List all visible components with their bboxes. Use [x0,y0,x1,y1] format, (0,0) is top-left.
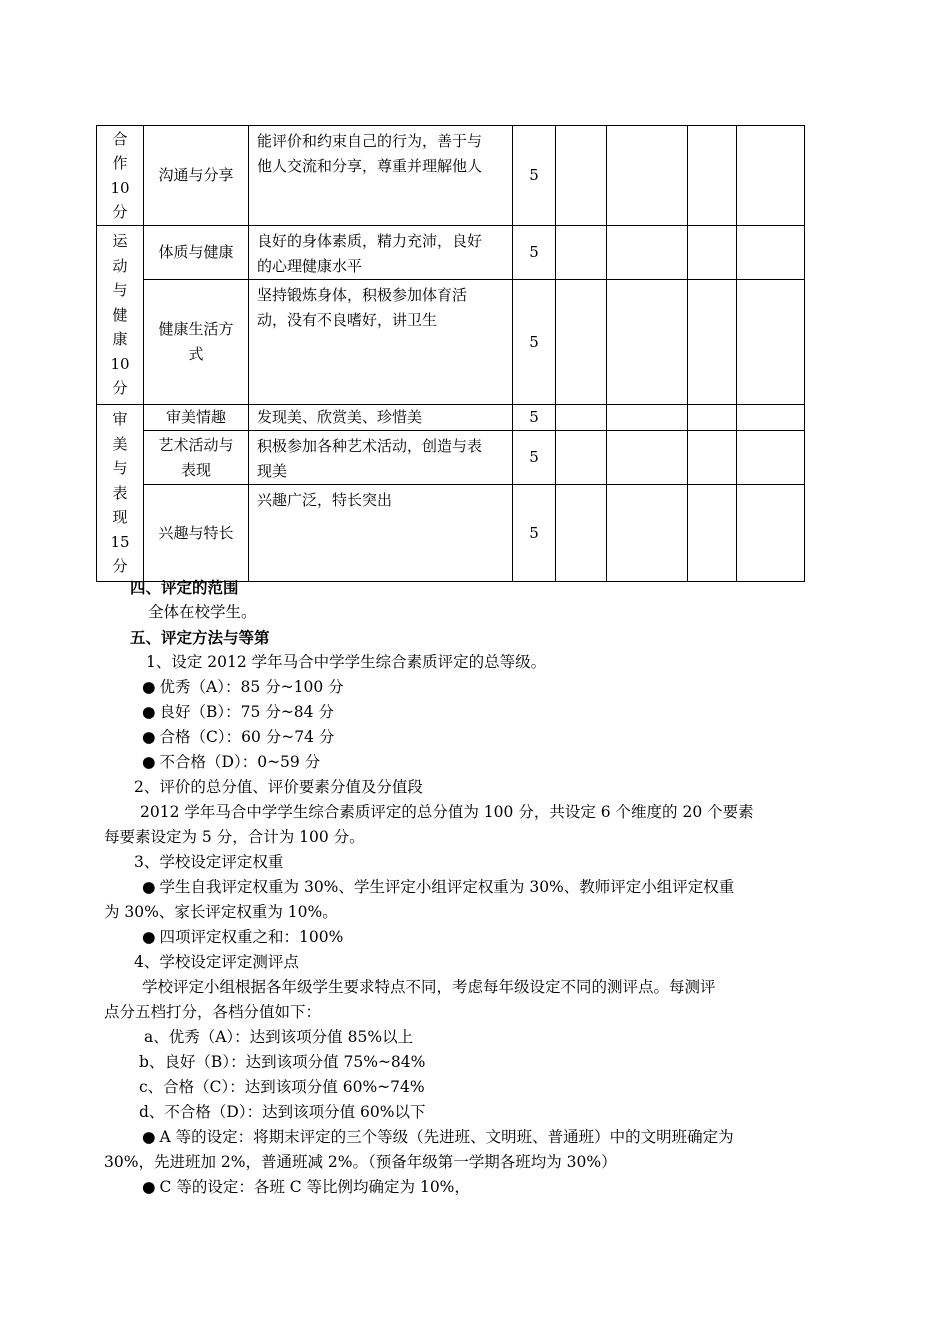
paragraph: 点分五档打分，各档分值如下： [104,1003,322,1021]
section-5-heading: 五、评定方法与等第 [130,628,270,647]
dimension-aesthetics: 审 美 与 表 现 15 分 [97,405,144,582]
empty-cell [688,226,737,280]
empty-cell [688,485,737,582]
dimension-sports-health: 运 动 与 健 康 10 分 [97,226,144,405]
table-row [97,405,805,431]
score-cell: 5 [513,126,556,226]
empty-cell [607,226,688,280]
empty-cell [556,280,607,405]
table-row [97,280,805,405]
empty-cell [556,431,607,485]
empty-cell [688,431,737,485]
item-cell: 沟通与分享 [144,126,249,226]
table-row [97,431,805,485]
section-4-heading: 四、评定的范围 [130,578,239,597]
desc-cell: 能评价和约束自己的行为，善于与 他人交流和分享，尊重并理解他人 [249,126,513,226]
bullet-item: ● C 等的设定：各班 C 等比例均确定为 10%， [142,1175,470,1200]
desc-cell: 兴趣广泛，特长突出 [249,485,513,582]
list-item: b、良好（B）：达到该项分值 75%~84% [139,1053,426,1071]
bullet-item: ● 不合格（D）：0~59 分 [142,750,320,775]
empty-cell [737,280,805,405]
paragraph: 4、学校设定评定测评点 [134,953,299,971]
evaluation-table [96,125,805,582]
paragraph: 2、评价的总分值、评价要素分值及分值段 [134,778,423,796]
bullet-item: ● 四项评定权重之和：100% [142,925,343,950]
table-row [97,226,805,280]
desc-cell: 发现美、欣赏美、珍惜美 [249,405,513,431]
list-item: a、优秀（A）：达到该项分值 85%以上 [144,1028,414,1046]
empty-cell [607,405,688,431]
empty-cell [737,405,805,431]
bullet-item: ● A 等的设定：将期末评定的三个等级（先进班、文明班、普通班）中的文明班确定为 [142,1125,734,1150]
empty-cell [737,485,805,582]
empty-cell [556,226,607,280]
paragraph: 每要素设定为 5 分，合计为 100 分。 [104,828,365,846]
empty-cell [607,485,688,582]
item-cell: 兴趣与特长 [144,485,249,582]
desc-cell: 坚持锻炼身体，积极参加体育活 动，没有不良嗜好，讲卫生 [249,280,513,405]
item-cell: 体质与健康 [144,226,249,280]
section-4-text: 全体在校学生。 [148,603,257,621]
empty-cell [688,126,737,226]
desc-cell: 积极参加各种艺术活动，创造与表 现美 [249,431,513,485]
bullet-item: ● 优秀（A）：85 分~100 分 [142,675,344,700]
list-item: c、合格（C）：达到该项分值 60%~74% [139,1078,425,1096]
empty-cell [556,405,607,431]
empty-cell [556,485,607,582]
empty-cell [688,280,737,405]
paragraph: 2012 学年马合中学学生综合素质评定的总分值为 100 分，共设定 6 个维度的 20 个要素 [140,803,754,821]
bullet-item: ● 合格（C）：60 分~74 分 [142,725,334,750]
bullet-item: ● 学生自我评定权重为 30%、学生评定小组评定权重为 30%、教师评定小组评定权重 [142,875,734,900]
empty-cell [607,431,688,485]
score-cell: 5 [513,280,556,405]
item-cell: 艺术活动与 表现 [144,431,249,485]
desc-cell: 良好的身体素质，精力充沛，良好 的心理健康水平 [249,226,513,280]
empty-cell [688,405,737,431]
score-cell: 5 [513,431,556,485]
item-cell: 审美情趣 [144,405,249,431]
score-cell: 5 [513,226,556,280]
list-item: d、不合格（D）：达到该项分值 60%以下 [139,1103,426,1121]
empty-cell [737,226,805,280]
dimension-cooperation: 合 作 10 分 [97,126,144,226]
score-cell: 5 [513,405,556,431]
empty-cell [737,126,805,226]
bullet-item: ● 良好（B）：75 分~84 分 [142,700,334,725]
paragraph: 为 30%、家长评定权重为 10%。 [104,903,338,921]
empty-cell [607,126,688,226]
item-cell: 健康生活方 式 [144,280,249,405]
empty-cell [556,126,607,226]
paragraph: 3、学校设定评定权重 [134,853,284,871]
paragraph: 30%，先进班加 2%，普通班减 2%。（预备年级第一学期各班均为 30%） [104,1153,617,1171]
paragraph: 学校评定小组根据各年级学生要求特点不同，考虑每年级设定不同的测评点。每测评 [142,978,716,996]
table-row [97,126,805,226]
table-row [97,485,805,582]
empty-cell [737,431,805,485]
empty-cell [607,280,688,405]
score-cell: 5 [513,485,556,582]
paragraph: 1、设定 2012 学年马合中学学生综合素质评定的总等级。 [146,653,547,671]
